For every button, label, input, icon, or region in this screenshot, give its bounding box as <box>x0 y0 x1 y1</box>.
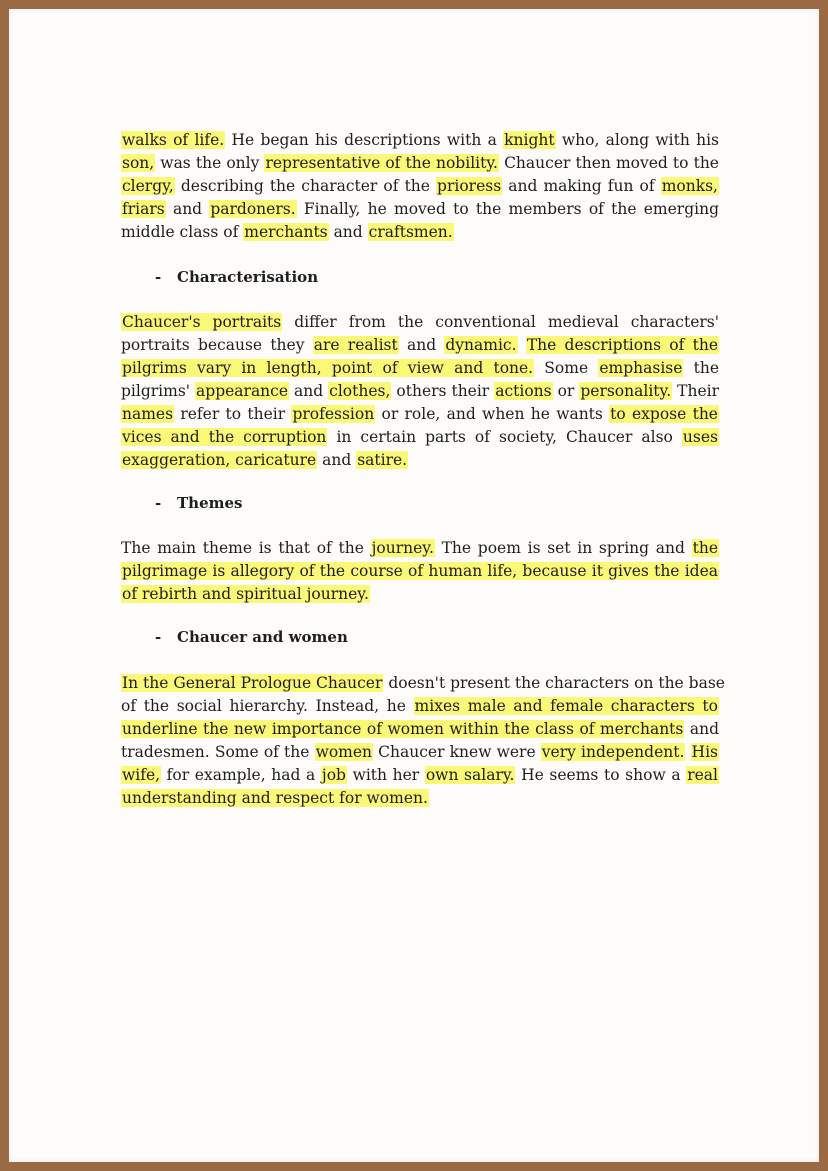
body-text: and <box>289 382 329 400</box>
highlighted-text: very independent. <box>541 743 685 761</box>
highlighted-text: pardoners. <box>210 200 296 218</box>
body-text: the <box>683 359 719 377</box>
body-text: tradesmen. Some of the <box>121 743 315 761</box>
heading-themes <box>155 494 242 512</box>
highlighted-text: of rebirth and spiritual journey. <box>122 585 369 603</box>
highlighted-text: understanding and respect for women. <box>122 789 428 807</box>
highlighted-text: clothes, <box>329 382 391 400</box>
body-text: and <box>398 336 445 354</box>
highlighted-text: uses <box>682 428 718 446</box>
highlighted-text: mixes male and female characters to <box>414 697 718 715</box>
body-text: doesn't present the characters on the base <box>383 674 725 692</box>
highlighted-text: clergy, <box>122 177 174 195</box>
highlighted-text: prioress <box>437 177 502 195</box>
highlighted-text: the <box>692 539 718 557</box>
heading-text: Characterisation <box>177 268 319 286</box>
text-line <box>121 311 719 334</box>
body-text: of the social hierarchy. Instead, he <box>121 697 414 715</box>
highlighted-text: women <box>315 743 373 761</box>
text-line <box>121 152 719 175</box>
highlighted-text: merchants <box>244 223 328 241</box>
highlighted-text: dynamic. <box>445 336 517 354</box>
heading-chaucer-and-women <box>155 628 348 646</box>
body-text: The main theme is that of the <box>121 539 371 557</box>
highlighted-text: knight <box>504 131 555 149</box>
highlighted-text: journey. <box>371 539 434 557</box>
paragraph-characterisation <box>121 311 719 472</box>
body-text: refer to their <box>174 405 292 423</box>
highlighted-text: In the General Prologue Chaucer <box>122 674 383 692</box>
heading-text: Chaucer and women <box>177 628 348 646</box>
highlighted-text: friars <box>122 200 165 218</box>
highlighted-text: monks, <box>661 177 718 195</box>
paragraph-themes <box>121 537 719 606</box>
heading-dash: - <box>155 494 162 512</box>
body-text: middle class of <box>121 223 244 241</box>
paragraph-social-classes <box>121 129 719 244</box>
text-line <box>121 764 719 787</box>
body-text: or <box>552 382 580 400</box>
body-text <box>685 743 690 761</box>
body-text <box>518 336 526 354</box>
highlighted-text: His <box>691 743 718 761</box>
highlighted-text: The descriptions of the <box>526 336 718 354</box>
highlighted-text: satire. <box>357 451 408 469</box>
highlighted-text: walks of life. <box>122 131 225 149</box>
body-text: and <box>165 200 210 218</box>
highlighted-text: appearance <box>196 382 289 400</box>
text-line <box>121 334 719 357</box>
highlighted-text: pilgrims vary in length, point of view and tone. <box>122 359 534 377</box>
highlighted-text: craftsmen. <box>368 223 453 241</box>
body-text: others their <box>391 382 495 400</box>
text-line <box>121 175 719 198</box>
text-line <box>121 787 719 810</box>
body-text: differ from the conventional medieval characters' <box>282 313 720 331</box>
body-text: describing the character of the <box>174 177 437 195</box>
body-text: was the only <box>155 154 265 172</box>
highlighted-text: own salary. <box>425 766 515 784</box>
body-text: with her <box>346 766 425 784</box>
highlighted-text: job <box>321 766 346 784</box>
highlighted-text: wife, <box>122 766 161 784</box>
text-line <box>121 221 719 244</box>
body-text: and making fun of <box>502 177 661 195</box>
text-line <box>121 357 719 380</box>
body-text: and <box>684 720 719 738</box>
body-text: Chaucer knew were <box>373 743 541 761</box>
text-line <box>121 718 719 741</box>
highlighted-text: are realist <box>313 336 398 354</box>
heading-dash: - <box>155 268 162 286</box>
heading-text: Themes <box>177 494 243 512</box>
body-text: Some <box>534 359 599 377</box>
highlighted-text: real <box>687 766 718 784</box>
document-page <box>9 9 819 1162</box>
body-text: Chaucer then moved to the <box>498 154 719 172</box>
text-line <box>121 672 725 695</box>
text-line <box>121 380 719 403</box>
text-line <box>121 560 719 583</box>
body-text: Their <box>672 382 719 400</box>
text-line <box>121 426 719 449</box>
body-text: for example, had a <box>161 766 321 784</box>
highlighted-text: vices and the corruption <box>122 428 327 446</box>
body-text: He seems to show a <box>515 766 687 784</box>
highlighted-text: personality. <box>580 382 672 400</box>
body-text: or role, and when he wants <box>375 405 610 423</box>
highlighted-text: son, <box>122 154 155 172</box>
text-line <box>121 537 719 560</box>
body-text: pilgrims' <box>121 382 196 400</box>
text-line <box>121 583 719 606</box>
body-text: who, along with his <box>555 131 720 149</box>
text-line <box>121 403 719 426</box>
highlighted-text: profession <box>292 405 375 423</box>
body-text: in certain parts of society, Chaucer also <box>327 428 682 446</box>
heading-dash: - <box>155 628 162 646</box>
highlighted-text: exaggeration, caricature <box>122 451 317 469</box>
body-text: Finally, he moved to the members of the emerging <box>296 200 719 218</box>
body-text: The poem is set in spring and <box>434 539 692 557</box>
body-text: portraits because they <box>121 336 313 354</box>
text-line <box>121 695 719 718</box>
highlighted-text: underline the new importance of women within the class of merchants <box>122 720 684 738</box>
body-text: and <box>317 451 357 469</box>
heading-characterisation <box>155 268 318 286</box>
body-text: and <box>328 223 368 241</box>
text-line <box>121 198 719 221</box>
text-line <box>121 741 719 764</box>
text-line <box>121 449 719 472</box>
highlighted-text: names <box>122 405 174 423</box>
highlighted-text: pilgrimage is allegory of the course of human life, because it gives the idea <box>122 562 718 580</box>
highlighted-text: actions <box>495 382 552 400</box>
paragraph-chaucer-and-women <box>121 672 725 810</box>
highlighted-text: to expose the <box>610 405 718 423</box>
highlighted-text: representative of the nobility. <box>265 154 498 172</box>
text-line <box>121 129 719 152</box>
highlighted-text: emphasise <box>599 359 683 377</box>
highlighted-text: Chaucer's portraits <box>122 313 282 331</box>
body-text: He began his descriptions with a <box>225 131 504 149</box>
